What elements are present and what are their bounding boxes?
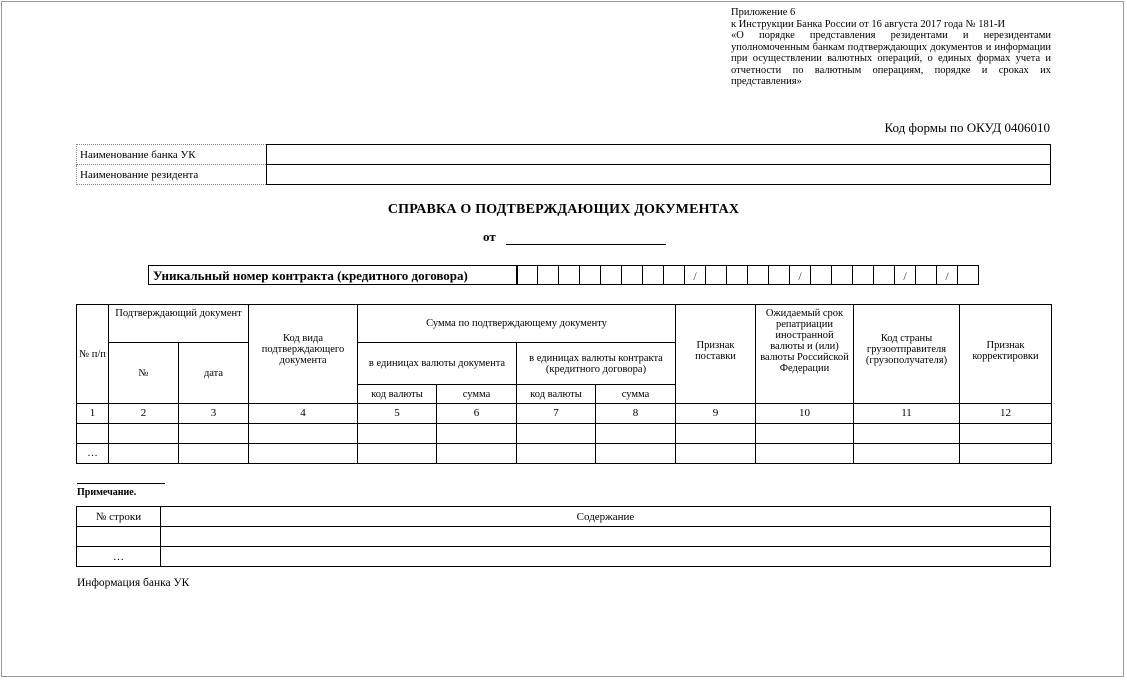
ellipsis-cell: … xyxy=(77,444,109,464)
note-row xyxy=(77,547,1051,567)
column-number: 7 xyxy=(517,404,596,424)
table-cell[interactable] xyxy=(517,424,596,444)
table-cell[interactable] xyxy=(179,424,249,444)
contract-number-cell[interactable] xyxy=(916,265,937,285)
note-ellipsis: … xyxy=(77,547,161,567)
contract-number-cell: / xyxy=(895,265,916,285)
contract-number-cell[interactable] xyxy=(580,265,601,285)
table-cell[interactable] xyxy=(960,424,1052,444)
contract-number-cell[interactable] xyxy=(811,265,832,285)
appendix-line-2: к Инструкции Банка России от 16 августа 2017 года № 181-И xyxy=(731,18,1006,30)
table-cell[interactable] xyxy=(249,424,358,444)
contract-number-cell[interactable] xyxy=(559,265,580,285)
column-number: 5 xyxy=(358,404,437,424)
resident-name-field[interactable] xyxy=(267,165,1051,185)
table-cell[interactable] xyxy=(358,424,437,444)
contract-number-cell: / xyxy=(790,265,811,285)
note-table xyxy=(76,506,1051,567)
contract-number-cell[interactable] xyxy=(601,265,622,285)
column-number: 9 xyxy=(676,404,756,424)
header-doc-group: Подтверждающий документ xyxy=(109,305,249,343)
header-currency-code-2: код валюты xyxy=(517,385,596,404)
table-cell[interactable] xyxy=(854,444,960,464)
note-header-row xyxy=(77,507,1051,527)
header-doc-no: № xyxy=(109,343,179,404)
contract-number-cell[interactable] xyxy=(517,265,538,285)
appendix-body: «О порядке представления резидентами и нерезидентами уполномоченным банкам подтверждающих документов и информации при осуществлении валютных операций, о единых формах учета и отчетности по валютным операциям, порядке и сроках их представления» xyxy=(731,30,1051,87)
contract-number-cell[interactable] xyxy=(622,265,643,285)
column-number: 6 xyxy=(437,404,517,424)
table-cell[interactable] xyxy=(179,444,249,464)
header-correction: Признак корректировки xyxy=(960,305,1052,404)
table-cell[interactable] xyxy=(437,444,517,464)
note-cell[interactable] xyxy=(161,547,1051,567)
contract-number-cells xyxy=(517,265,979,285)
contract-number-cell[interactable] xyxy=(853,265,874,285)
column-number: 2 xyxy=(109,404,179,424)
header-amount-1: сумма xyxy=(437,385,517,404)
contract-number-cell[interactable] xyxy=(643,265,664,285)
contract-number-cell[interactable] xyxy=(748,265,769,285)
note-divider xyxy=(77,483,165,484)
note-cell[interactable] xyxy=(161,527,1051,547)
column-number: 8 xyxy=(596,404,676,424)
table-cell[interactable] xyxy=(854,424,960,444)
header-country: Код страны грузоотправителя (грузополучателя) xyxy=(854,305,960,404)
header-delivery: Признак поставки xyxy=(676,305,756,404)
header-sum-contract-currency: в единицах валюты контракта (кредитного договора) xyxy=(517,343,676,385)
document-title: СПРАВКА О ПОДТВЕРЖДАЮЩИХ ДОКУМЕНТАХ xyxy=(387,202,740,217)
table-cell[interactable] xyxy=(596,444,676,464)
note-cell[interactable] xyxy=(77,527,161,547)
note-header-content: Содержание xyxy=(161,507,1051,527)
column-number: 3 xyxy=(179,404,249,424)
table-cell[interactable] xyxy=(109,424,179,444)
header-sum-group: Сумма по подтверждающему документу xyxy=(358,305,676,343)
table-cell[interactable] xyxy=(676,424,756,444)
column-number: 4 xyxy=(249,404,358,424)
table-cell[interactable] xyxy=(517,444,596,464)
contract-number-cell[interactable] xyxy=(958,265,979,285)
date-field[interactable] xyxy=(506,244,666,245)
okud-code: Код формы по ОКУД 0406010 xyxy=(884,120,1050,135)
contract-number-cell: / xyxy=(685,265,706,285)
header-num: № п/п xyxy=(77,305,109,404)
table-row xyxy=(77,424,1052,444)
bank-resident-table xyxy=(76,144,1051,185)
table-cell[interactable] xyxy=(960,444,1052,464)
note-header-row-number: № строки xyxy=(77,507,161,527)
header-repatriation: Ожидаемый срок репатриации иностранной валюты и (или) валюты Российской Федерации xyxy=(756,305,854,404)
header-doc-date: дата xyxy=(179,343,249,404)
header-currency-code-1: код валюты xyxy=(358,385,437,404)
bank-name-field[interactable] xyxy=(267,145,1051,165)
header-row-1 xyxy=(77,305,1052,343)
table-cell[interactable] xyxy=(358,444,437,464)
table-cell[interactable] xyxy=(109,444,179,464)
header-sum-doc-currency: в единицах валюты документа xyxy=(358,343,517,385)
contract-number-cell: / xyxy=(937,265,958,285)
column-number: 1 xyxy=(77,404,109,424)
documents-table xyxy=(76,304,1052,464)
contract-number-cell[interactable] xyxy=(874,265,895,285)
column-number: 11 xyxy=(854,404,960,424)
contract-number-cell[interactable] xyxy=(727,265,748,285)
table-row xyxy=(77,444,1052,464)
column-number: 10 xyxy=(756,404,854,424)
column-number: 12 xyxy=(960,404,1052,424)
table-cell[interactable] xyxy=(249,444,358,464)
resident-name-label: Наименование резидента xyxy=(77,165,267,185)
resident-name-row xyxy=(77,165,1051,185)
table-cell[interactable] xyxy=(756,444,854,464)
header-doc-type: Код вида подтверждающего документа xyxy=(249,305,358,404)
date-from-label: от xyxy=(483,229,496,244)
contract-number-cell[interactable] xyxy=(832,265,853,285)
table-cell[interactable] xyxy=(77,424,109,444)
table-cell[interactable] xyxy=(756,424,854,444)
note-row xyxy=(77,527,1051,547)
bank-info-label: Информация банка УК xyxy=(77,577,190,589)
bank-name-row xyxy=(77,145,1051,165)
contract-number-label: Уникальный номер контракта (кредитного договора) xyxy=(148,265,517,285)
note-label: Примечание. xyxy=(77,487,137,498)
header-amount-2: сумма xyxy=(596,385,676,404)
contract-number-cell[interactable] xyxy=(769,265,790,285)
contract-number-cell[interactable] xyxy=(706,265,727,285)
table-cell[interactable] xyxy=(596,424,676,444)
bank-name-label: Наименование банка УК xyxy=(77,145,267,165)
column-numbers-row xyxy=(77,404,1052,424)
table-cell[interactable] xyxy=(437,424,517,444)
contract-number-cell[interactable] xyxy=(538,265,559,285)
appendix-line-1: Приложение 6 xyxy=(731,7,796,18)
appendix-header xyxy=(731,7,1051,88)
contract-number-cell[interactable] xyxy=(664,265,685,285)
table-cell[interactable] xyxy=(676,444,756,464)
